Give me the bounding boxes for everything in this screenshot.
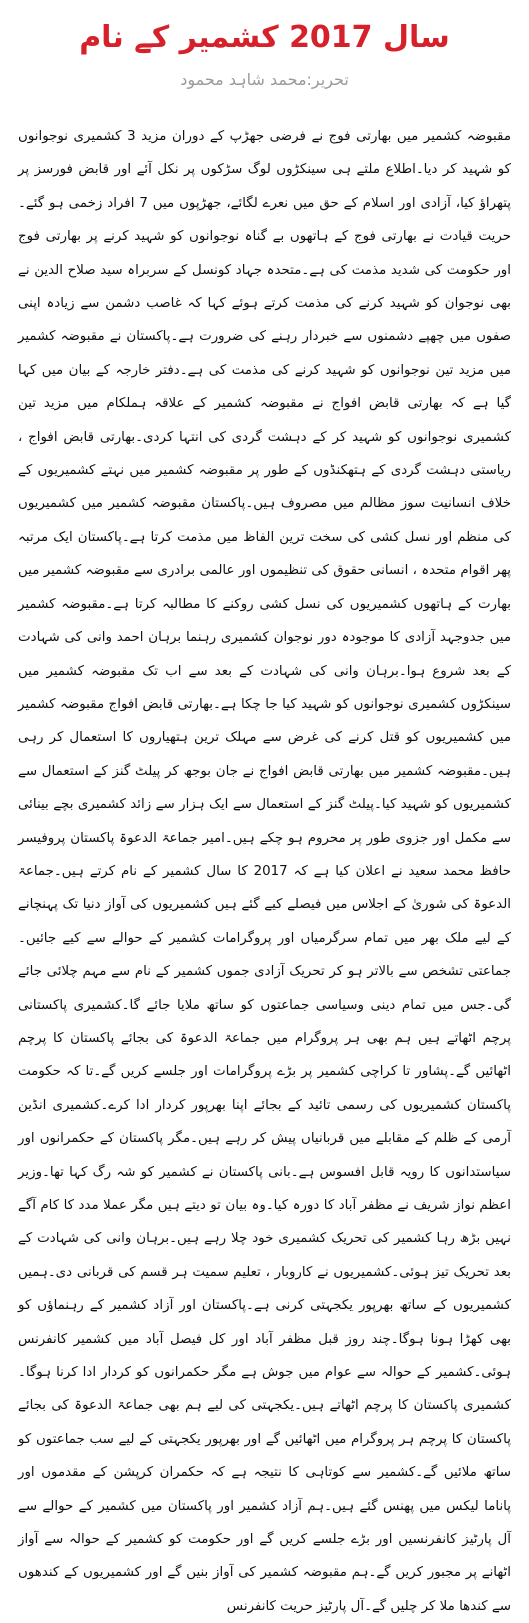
article-body: مقبوضہ کشمیر میں بھارتی فوج نے فرضی جھڑپ کے دوران مزید 3 کشمیری نوجوانوں کو شہید کر دیا۔اطلاع ملتے ہی سینکڑوں لوگ سڑکوں پر نکل آئے اور قابض فورسز پر پتھراؤ کیا، آزادی اور اسلام کے حق میں نعرے لگائے، جھڑپوں میں 7 افراد زخمی ہو گئے۔حریت قیادت نے بھارتی فوج کے ہاتھوں بے گناہ نوجوانوں کو شہید کرنے پر بھارتی فوج اور حکومت کی شدید مذمت کی ہے۔متحدہ جہاد کونسل کے سربراہ سید صلاح الدین نے بھی نوجوان کو شہید کرنے کی مذمت کرتے ہوئے کہا کہ غاصب دشمن سے زیادہ اپنی صفوں میں چھپے دشمنوں سے خبردار رہنے کی ضرورت ہے۔پاکستان نے مقبوضہ کشمیر میں مزید تین نوجوانوں کو شہید کرنے کی مذمت کی ہے۔دفتر خارجہ کے بیان میں کہا گیا ہے کہ بھارتی قابض افواج نے مقبوضہ کشمیر کے علاقہ ہملکام میں مزید تین کشمیری نوجوانوں کو شہید کر کے دہشت گردی کی انتہا کردی۔بھارتی قابض افواج ، ریاستی دہشت گردی کے ہتھکنڈوں کے طور پر مقبوضہ کشمیر میں نہتے کشمیریوں کے خلاف انسانیت سوز مظالم میں مصروف ہیں۔پاکستان مقبوضہ کشمیر میں کشمیریوں کی منظم اور نسل کشی کی سخت ترین الفاظ میں مذمت کرتا ہے۔پاکستان ایک مرتبہ پھر اقوام متحدہ ، انسانی حقوق کی تنظیموں اور عالمی برادری سے مقبوضہ کشمیر میں بھارت کے ہاتھوں کشمیریوں کی نسل کشی روکنے کا مطالبہ کرتا ہے۔مقبوضہ کشمیر میں جدوجہد آزادی کا موجودہ دور نوجوان کشمیری رہنما برہان احمد وانی کی شہادت کے بعد شروع ہوا۔برہان وانی کی شہادت کے بعد سے اب تک مقبوضہ کشمیر میں سینکڑوں کشمیری نوجوانوں کو شہید کیا جا چکا ہے۔بھارتی قابض افواج مقبوضہ کشمیر میں کشمیریوں کو قتل کرنے کی غرض سے مہلک ترین ہتھیاروں کا استعمال کر رہی ہیں۔مقبوضہ کشمیر میں بھارتی قابض افواج نے جان بوجھ کر پیلٹ گنز کے استعمال سے کشمیریوں کو شہید کیا۔پیلٹ گنز کے استعمال سے ایک ہزار سے زائد کشمیری بچے بینائی سے مکمل اور جزوی طور پر محروم ہو چکے ہیں۔امیر جماعۃ الدعوۃ پاکستان پروفیسر حافظ محمد سعید نے اعلان کیا ہے کہ 2017 کا سال کشمیر کے نام کرتے ہیں۔جماعۃ الدعوۃ کی شوریٰ کے اجلاس میں فیصلے کیے گئے ہیں کشمیریوں کی آواز دنیا تک پہنچانے کے لیے ملک بھر میں تمام سرگرمیاں اور پروگرامات کشمیر کے حوالے سے کیے جائیں۔جماعتی تشخص سے بالاتر ہو کر تحریک آزادی جموں کشمیر کے نام سے مہم چلائی جائے گی۔جس میں تمام دینی وسیاسی جماعتوں کو ساتھ ملایا جائے گا۔کشمیری پاکستانی پرچم اٹھاتے ہیں ہم بھی ہر پروگرام میں جماعۃ الدعوۃ کی بجائے پاکستان کا پرچم اٹھائیں گے۔پشاور تا کراچی کشمیر پر بڑے پروگرامات اور جلسے کریں گے۔تا کہ حکومت پاکستان کشمیریوں کی رسمی تائید کے بجائے اپنا بھرپور کردار ادا کرے۔کشمیری انڈین آرمی کے ظلم کے مقابلے میں قربانیاں پیش کر رہے ہیں۔مگر پاکستان کے حکمرانوں اور سیاستدانوں کا رویہ قابل افسوس ہے۔بانی پاکستان نے کشمیر کو شہ رگ کہا تھا۔وزیر اعظم نواز شریف نے مظفر آباد کا دورہ کیا۔وہ بیان تو دیتے ہیں مگر عملا مدد کا کام آگے نہیں بڑھ رہا کشمیر کی تحریک کشمیری خود چلا رہے ہیں۔برہان وانی کی شہادت کے بعد تحریک تیز ہوئی۔کشمیریوں نے کاروبار ، تعلیم سمیت ہر قسم کی قربانی دی۔ہمیں کشمیریوں کے ساتھ بھرپور یکجہتی کرنی ہے۔پاکستان اور آزاد کشمیر کے رہنماؤں کو بھی کھڑا ہونا ہوگا۔چند روز قبل مظفر آباد اور کل فیصل آباد میں کشمیر کانفرنس ہوئی۔کشمیر کے حوالہ سے عوام میں جوش ہے مگر حکمرانوں کو کردار ادا کرنا ہوگا۔کشمیری پاکستان کا پرچم اٹھاتے ہیں۔یکجہتی کی لیے ہم بھی جماعۃ الدعوۃ کی بجائے پاکستان کا پرچم ہر پروگرام میں اٹھائیں گے اور بھرپور یکجہتی کے لیے سب جماعتوں کو ساتھ ملائیں گے۔کشمیر سے کوتاہی کا نتیجہ ہے کہ حکمران کرپشن کے مقدموں اور پاناما لیکس میں پھنس گئے ہیں۔ہم آزاد کشمیر اور پاکستان میں کشمیر کے حوالے سے آل پارٹیز کانفرنسیں اور بڑے جلسے کریں گے اور حکومت کو کشمیر کے حوالہ سے آواز اٹھانے پر مجبور کریں گے۔ہم مقبوضہ کشمیر کی آواز بنیں گے اور کشمیریوں کے کندھوں سے کندھا ملا کر چلیں گے۔آل پارٹیز حریت کانفرنس xyxy=(18,129,511,1614)
article-author: تحریر:محمد شاہد محمود xyxy=(180,70,349,89)
article-title: سال 2017 کشمیر کے نام xyxy=(79,20,450,55)
